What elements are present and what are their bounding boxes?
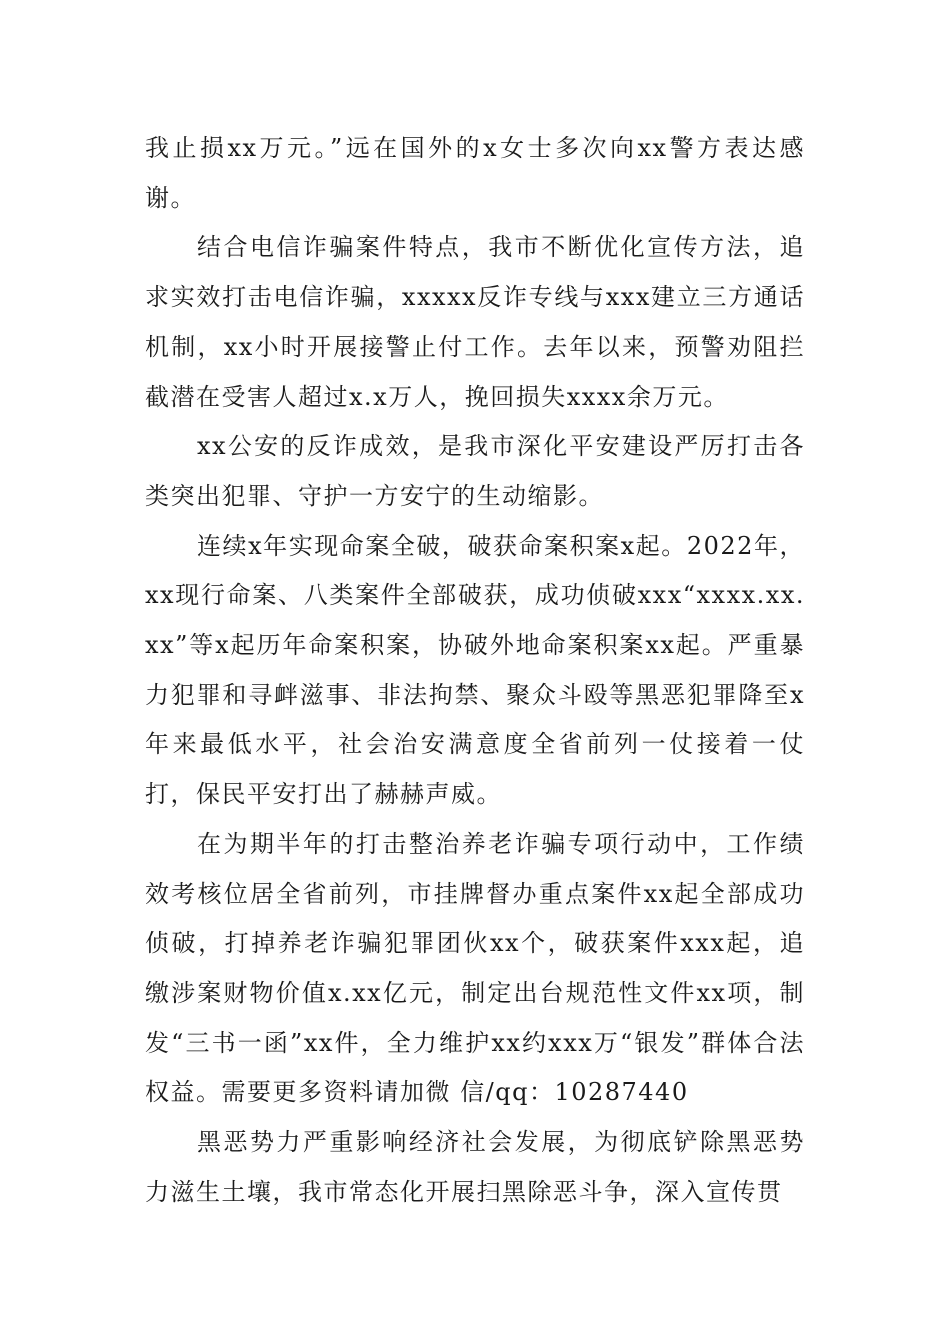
paragraph-5: 在为期半年的打击整治养老诈骗专项行动中，工作绩效考核位居全省前列，市挂牌督办重点案件xx起全部成功侦破，打掉养老诈骗犯罪团伙xx个，破获案件xxx起，追缴涉案财物价值x.xx亿元，制定出台规范性文件xx项，制发“三书一函”xx件，全力维护xx约xxx万“银发”群体合法权益。需要更多资料请加微 信/qq：10287440: [145, 829, 805, 1107]
document-page: [145, 124, 805, 1217]
paragraph-2: 结合电信诈骗案件特点，我市不断优化宣传方法，追求实效打击电信诈骗，xxxxx反诈专线与xxx建立三方通话机制，xx小时开展接警止付工作。去年以来，预警劝阻拦截潜在受害人超过x.x万人，挽回损失xxxx余万元。: [145, 233, 805, 411]
paragraph-6: 黑恶势力严重影响经济社会发展，为彻底铲除黑恶势力滋生土壤，我市常态化开展扫黑除恶斗争，深入宣传贯: [145, 1128, 805, 1206]
paragraph-4: 连续x年实现命案全破，破获命案积案x起。2022年，xx现行命案、八类案件全部破获，成功侦破xxx“xxxx.xx.xx”等x起历年命案积案，协破外地命案积案xx起。严重暴力犯罪和寻衅滋事、非法拘禁、聚众斗殴等黑恶犯罪降至x年来最低水平，社会治安满意度全省前列一仗接着一仗打，保民平安打出了赫赫声威。: [145, 531, 805, 809]
paragraph-1: 我止损xx万元。”远在国外的x女士多次向xx警方表达感谢。: [145, 134, 805, 212]
paragraph-3: xx公安的反诈成效，是我市深化平安建设严厉打击各类突出犯罪、守护一方安宁的生动缩影。: [145, 432, 805, 510]
